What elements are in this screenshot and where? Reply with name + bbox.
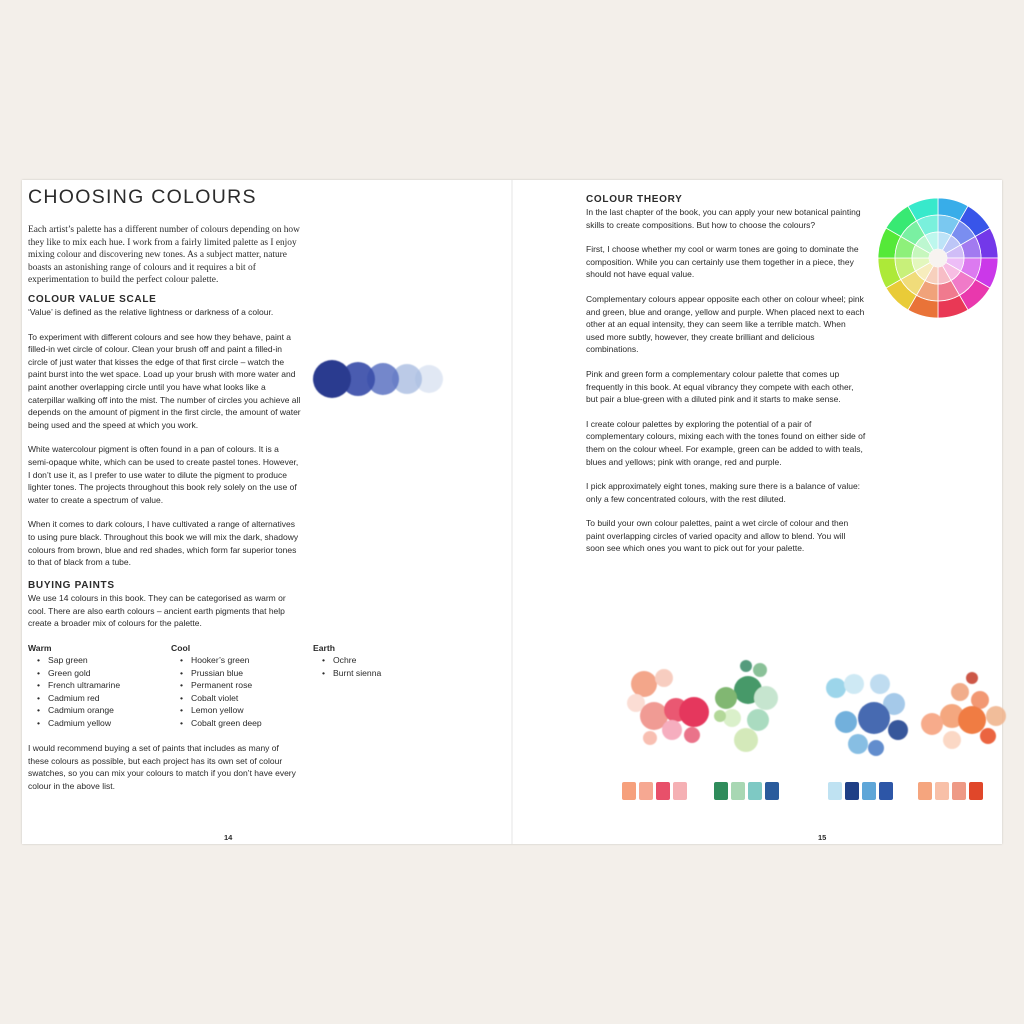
wheel-center xyxy=(929,249,947,267)
list-item: • Prussian blue xyxy=(191,667,262,680)
palette-blue xyxy=(826,674,908,756)
theory-section xyxy=(586,193,866,555)
page-number: 14 xyxy=(224,833,233,842)
page-number: 15 xyxy=(818,833,827,842)
cool-heading: Cool xyxy=(171,643,191,653)
theory-p4: Pink and green form a complementary colour palette that comes up frequently in this book. At equal vibrancy they compete with each other, but pair a blue-green with a diluted pink and it starts to make sense. xyxy=(586,368,854,405)
list-item: • French ultramarine xyxy=(48,679,120,692)
list-item: • Cadmium red xyxy=(48,692,120,705)
left-page xyxy=(22,180,512,844)
swatch-row-blue xyxy=(828,782,893,800)
value-scale-p4: When it comes to dark colours, I have cultivated a range of alternatives to using pure black. Throughout this book we will mix the dark, shadowy colours from brown, blue and red shades, which form far superior tones to that of black from a tube. xyxy=(28,519,299,568)
theory-p7: To build your own colour palettes, paint a wet circle of colour and then paint overlapping circles of varied opacity and allow to blend. You will soon see which ones you want to pick out for your palette. xyxy=(586,518,849,554)
intro-block xyxy=(28,224,303,287)
theory-p2: First, I choose whether my cool or warm tones are going to dominate the composition. While you can certainly use them together in a piece, they should not have equal value. xyxy=(586,244,859,280)
list-item: • Cobalt green deep xyxy=(191,717,262,730)
buying-section xyxy=(28,579,302,630)
page-title: CHOOSING COLOURS xyxy=(28,186,257,208)
palette-orange-red xyxy=(921,672,1006,749)
list-item: • Cobalt violet xyxy=(191,692,262,705)
intro-paragraph: Each artist’s palette has a different number of colours depending on how they like to mix each hue. I work from a fairly limited palette as I enjoy mixing colour and discovering new tones. As a subject matter, nature boasts an astonishing range of colours and it requires a bit of experimentation to build the perfect colour palette. xyxy=(28,225,300,286)
earth-column xyxy=(313,642,381,679)
buying-p2: I would recommend buying a set of paints that includes as many of these colours as possible, but each project has its own set of colour swatches, so you can mix your colours to match if you don’t have every colour in the above list. xyxy=(28,743,296,791)
palette-pink-red xyxy=(627,669,709,745)
colour-wheel-illustration xyxy=(876,196,1000,320)
list-item: • Burnt sienna xyxy=(333,667,381,680)
list-item: • Lemon yellow xyxy=(191,704,262,717)
list-item: • Ochre xyxy=(333,654,381,667)
right-page xyxy=(512,180,1002,844)
buying-heading: BUYING PAINTS xyxy=(28,580,115,591)
earth-heading: Earth xyxy=(313,643,335,653)
list-item: • Cadmium yellow xyxy=(48,717,120,730)
book-spread xyxy=(22,180,1002,844)
theory-p5: I create colour palettes by exploring the potential of a pair of complementary colours, mixing each with the tones found on either side of them on the colour wheel. For example, green can be added to with teals, blues and yellows; pink with orange, red and purple. xyxy=(586,418,866,467)
swatch-row-green xyxy=(714,782,779,800)
list-item: • Hooker’s green xyxy=(191,654,262,667)
theory-heading: COLOUR THEORY xyxy=(586,194,683,205)
theory-p6: I pick approximately eight tones, making sure there is a balance of value: only a few concentrated colours, with the rest diluted. xyxy=(586,481,861,504)
value-scale-p1: ‘Value’ is defined as the relative lightness or darkness of a colour. xyxy=(28,307,274,317)
list-item: • Green gold xyxy=(48,667,120,680)
value-circle xyxy=(313,360,351,398)
theory-p3: Complementary colours appear opposite each other on colour wheel; pink and green, blue and orange, yellow and purple. When placed next to each other at an equal intensity, they can seem like a terrible match. When used more subtly, however, they create brilliant and delicious combinations. xyxy=(586,293,865,355)
swatch-row-orange-red xyxy=(918,782,983,800)
palette-green xyxy=(714,660,778,752)
palette-illustrations xyxy=(622,658,1002,808)
warm-column xyxy=(28,642,120,730)
warm-heading: Warm xyxy=(28,643,52,653)
list-item: • Sap green xyxy=(48,654,120,667)
value-scale-illustration xyxy=(310,354,450,404)
list-item: • Cadmium orange xyxy=(48,704,120,717)
value-scale-section xyxy=(28,293,302,569)
buying-closing xyxy=(28,742,302,792)
value-scale-p3: White watercolour pigment is often found in a pan of colours. It is a semi-opaque white, which can be used to create pastel tones. However, I don’t use it, as I prefer to use water to dilute the pigment to produce lighter tones. The projects throughout this book rely solely on the use of water to create a spectrum of value. xyxy=(28,444,299,505)
theory-p1: In the last chapter of the book, you can apply your new botanical painting skills to create compositions. But how to choose the colours? xyxy=(586,207,861,230)
value-scale-p2: To experiment with different colours and see how they behave, paint a filled-in wet circle of colour. Clean your brush off and paint a filled-in circle of just water that kisses the edge of that first circle – watch the paint burst into the wet space. Load up your brush with more water and paint another overlapping circle until you have what looks like a caterpillar walking off into the mist. The number of circles you achieve all depends on the amount of pigment in the first circle, the amount of water being used and the speed at which you work. xyxy=(28,331,301,430)
cool-column xyxy=(171,642,262,730)
list-item: • Permanent rose xyxy=(191,679,262,692)
swatch-row-pink-red xyxy=(622,782,687,800)
value-scale-heading: COLOUR VALUE SCALE xyxy=(28,294,157,305)
buying-p1: We use 14 colours in this book. They can be categorised as warm or cool. There are also earth colours – ancient earth pigments that help create a broader mix of colours for the palette. xyxy=(28,593,286,629)
